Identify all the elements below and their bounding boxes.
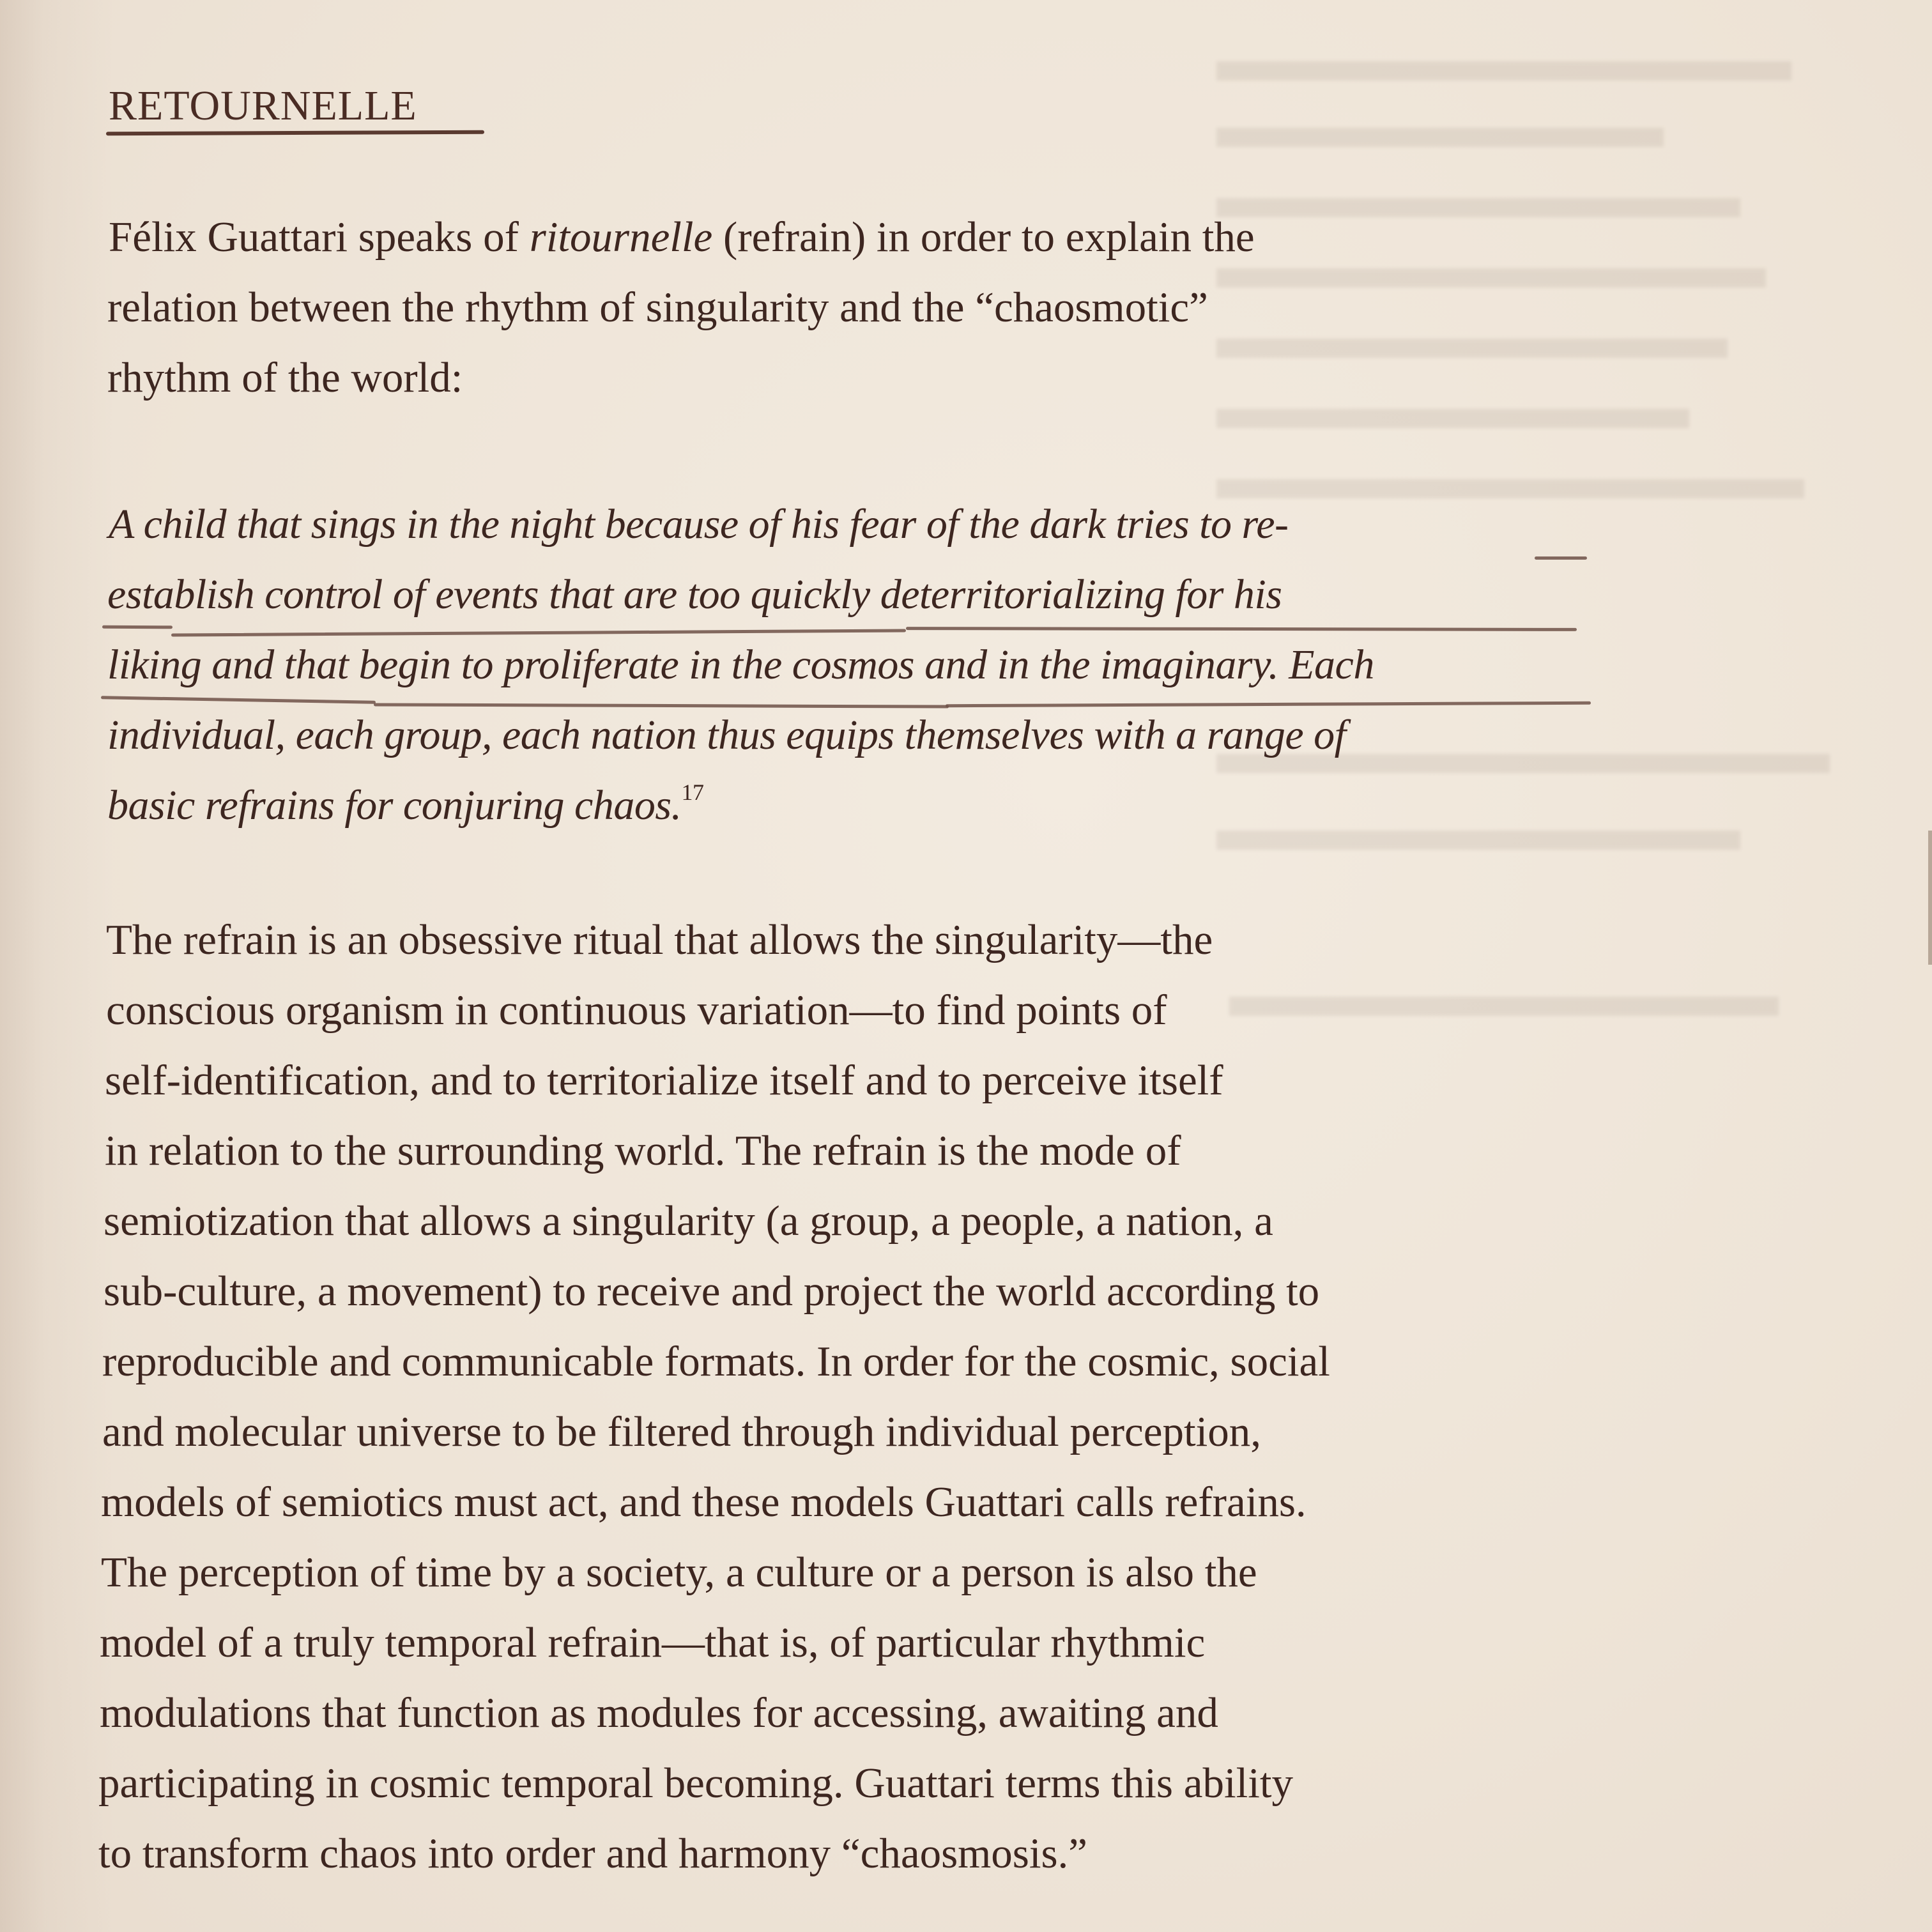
footnote-marker[interactable]: 17 [681, 779, 704, 805]
quote-line: A child that sings in the night because of his fear of the dark tries to re- [109, 501, 1289, 548]
pen-underline [1535, 556, 1587, 560]
intro-text: Félix Guattari speaks of [109, 213, 530, 261]
quote-line [107, 779, 704, 829]
body-line: to transform chaos into order and harmony “chaosmosis.” [98, 1830, 1088, 1877]
quote-line: establish control of events that are too quickly deterritorializing for his [107, 571, 1282, 618]
section-heading: RETOURNELLE [109, 82, 417, 129]
pen-underline [906, 627, 1577, 631]
page-edge-mark [1928, 831, 1932, 965]
intro-italic-term: ritournelle [529, 213, 713, 261]
body-line: self-identification, and to territorialize itself and to perceive itself [105, 1057, 1223, 1104]
pen-underline [374, 703, 949, 708]
heading-underline [106, 130, 484, 136]
quote-text: basic refrains for conjuring chaos. [107, 782, 682, 829]
body-line: The refrain is an obsessive ritual that allows the singularity—the [106, 916, 1213, 963]
body-line: and molecular universe to be filtered through individual perception, [102, 1408, 1262, 1455]
body-line: participating in cosmic temporal becoming. Guattari terms this ability [98, 1759, 1293, 1807]
body-line: in relation to the surrounding world. The refrain is the mode of [105, 1127, 1181, 1174]
body-line: The perception of time by a society, a culture or a person is also the [101, 1549, 1257, 1596]
body-line: conscious organism in continuous variation—to find points of [106, 986, 1167, 1034]
body-line: sub-culture, a movement) to receive and project the world according to [103, 1268, 1320, 1315]
body-line: semiotization that allows a singularity (a group, a people, a nation, a [103, 1197, 1273, 1245]
intro-text: (refrain) in order to explain the [712, 213, 1255, 261]
intro-line: rhythm of the world: [107, 354, 463, 401]
quote-line: liking and that begin to proliferate in the cosmos and in the imaginary. Each [107, 641, 1374, 688]
body-line: models of semiotics must act, and these models Guattari calls refrains. [101, 1478, 1307, 1526]
body-line: model of a truly temporal refrain—that is, of particular rhythmic [100, 1619, 1206, 1666]
pen-underline [171, 629, 906, 636]
quote-line: individual, each group, each nation thus equips themselves with a range of [107, 712, 1346, 758]
pen-underline [946, 702, 1591, 707]
pen-underline [101, 696, 376, 704]
intro-line: relation between the rhythm of singularity and the “chaosmotic” [107, 284, 1208, 331]
body-line: reproducible and communicable formats. In order for the cosmic, social [102, 1338, 1330, 1385]
body-line: modulations that function as modules for accessing, awaiting and [100, 1689, 1218, 1736]
pen-underline [102, 625, 172, 629]
intro-line [109, 213, 1255, 261]
